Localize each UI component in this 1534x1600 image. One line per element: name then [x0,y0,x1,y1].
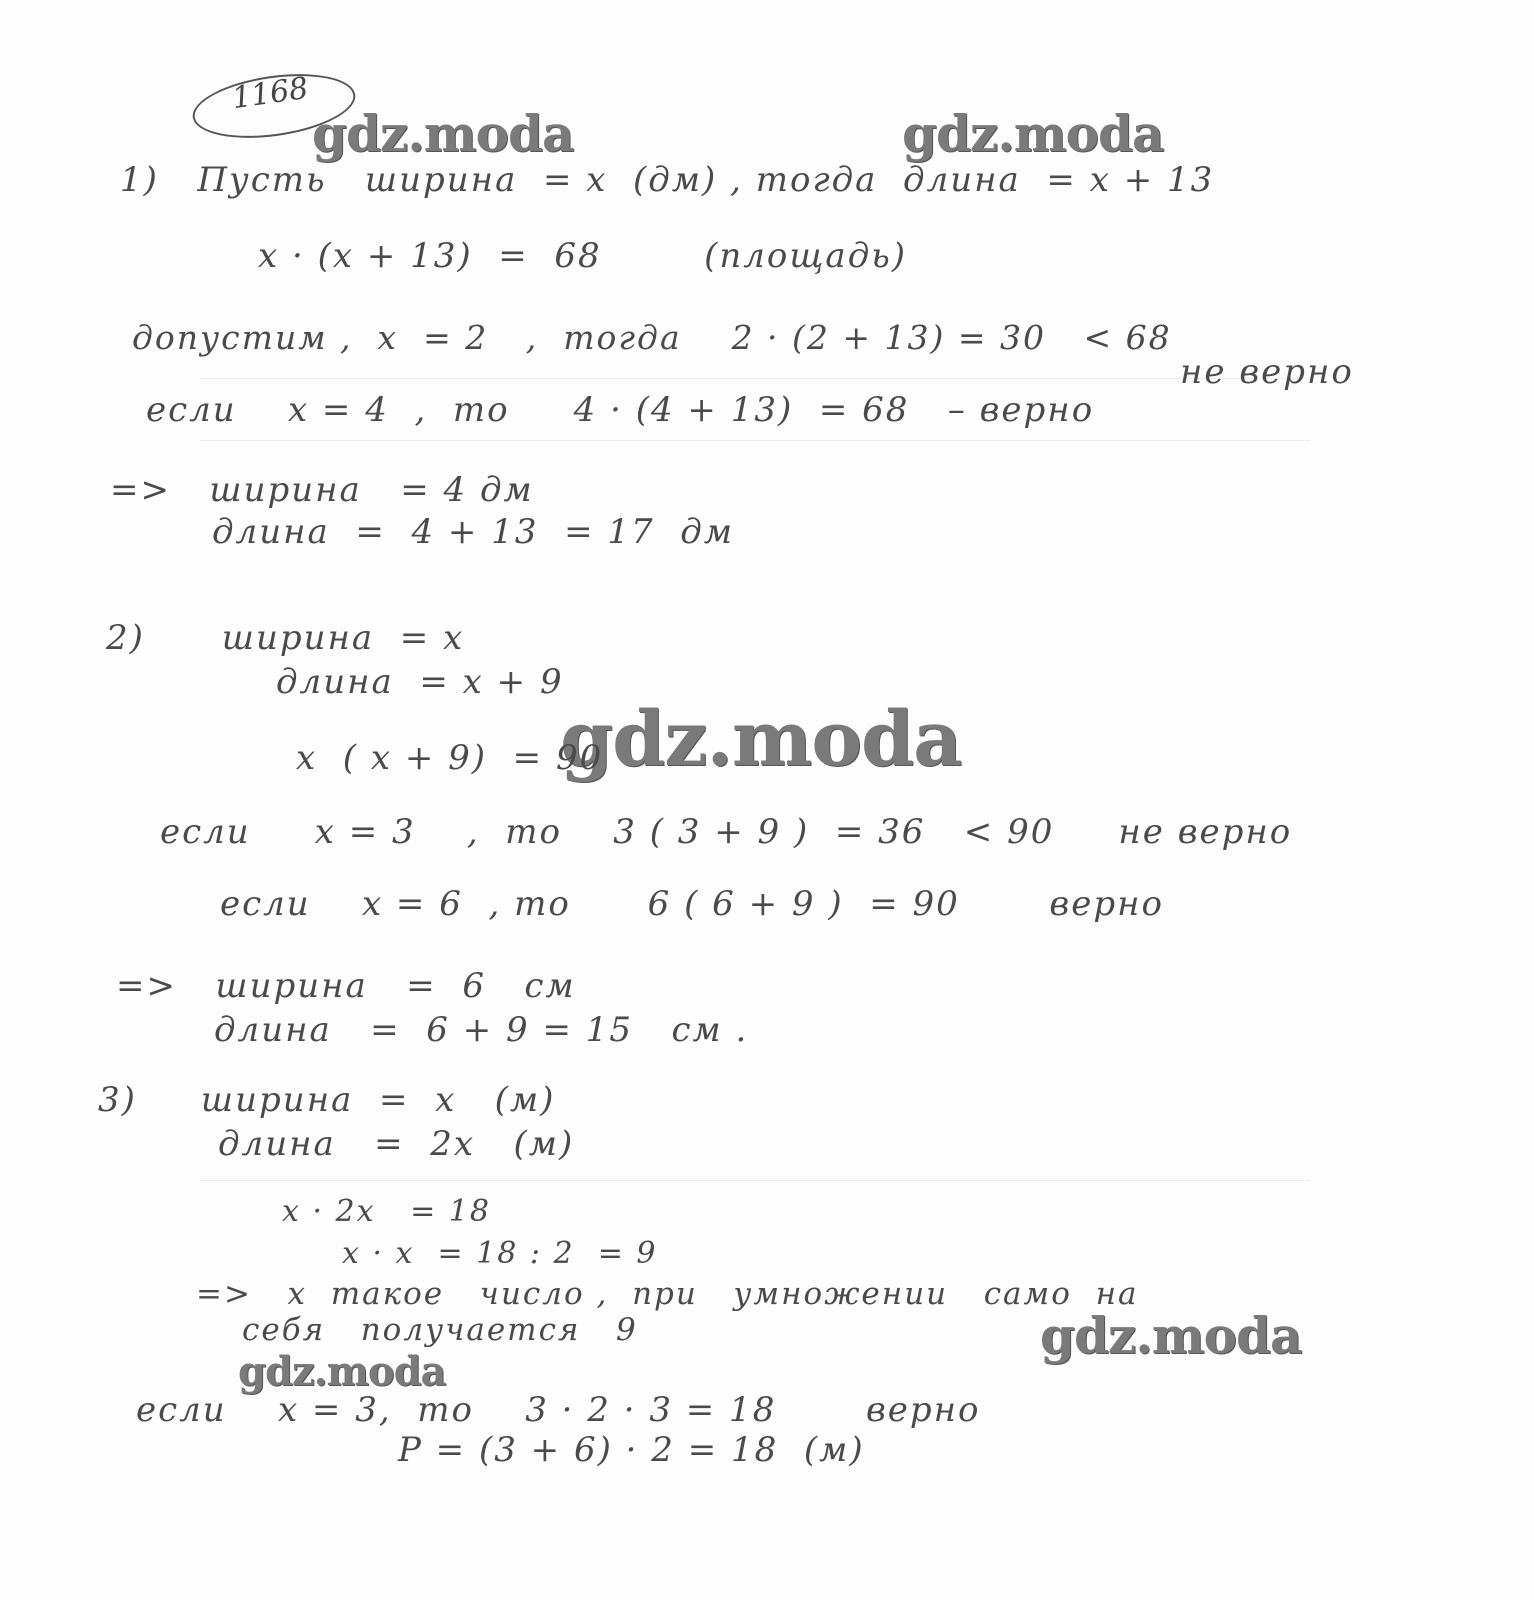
handwritten-line: x · x = 18 : 2 = 9 [342,1236,658,1271]
handwritten-line: длина = 2x (м) [218,1124,575,1164]
watermark: gdz.moda [238,1348,446,1395]
handwritten-line: x ( x + 9) = 90 [296,738,604,778]
scan-artifact-line [200,1180,1310,1181]
handwritten-line: => ширина = 6 см [116,966,576,1006]
handwritten-line: 2) ширина = x [106,618,465,658]
scan-artifact-line [200,378,1310,379]
handwritten-line: длина = 4 + 13 = 17 дм [212,512,735,552]
watermark: gdz.moda [902,104,1164,163]
watermark: gdz.moda [560,694,962,783]
handwritten-line: x · 2x = 18 [282,1194,491,1229]
handwritten-line: если x = 4 , то 4 · (4 + 13) = 68 – верно [146,390,1095,430]
handwritten-line: если x = 3 , то 3 ( 3 + 9 ) = 36 < 90 не верно [160,812,1293,852]
handwritten-line: если x = 6 , то 6 ( 6 + 9 ) = 90 верно [220,884,1164,924]
handwritten-line: себя получается 9 [242,1312,638,1348]
problem-number: 1168 [229,70,311,117]
handwritten-line: x · (x + 13) = 68 (площадь) [258,236,908,276]
watermark: gdz.moda [1040,1306,1302,1365]
handwritten-line: => ширина = 4 дм [110,470,534,510]
handwritten-line: длина = 6 + 9 = 15 см . [214,1010,749,1050]
handwritten-line: 1) Пусть ширина = x (дм) , тогда длина = x + 13 [120,160,1215,200]
handwritten-line: 3) ширина = x (м) [98,1080,556,1120]
handwritten-line: P = (3 + 6) · 2 = 18 (м) [398,1430,865,1470]
handwritten-line: допустим , x = 2 , тогда 2 · (2 + 13) = 30 < 68 [132,318,1172,357]
handwritten-line: => x такое число , при умножении само на [196,1276,1139,1312]
scan-artifact-line [200,440,1310,441]
handwritten-line: если x = 3, то 3 · 2 · 3 = 18 верно [136,1390,981,1430]
handwritten-line: не верно [1180,352,1354,392]
handwritten-line: длина = x + 9 [276,662,564,702]
watermark: gdz.moda [312,104,574,163]
